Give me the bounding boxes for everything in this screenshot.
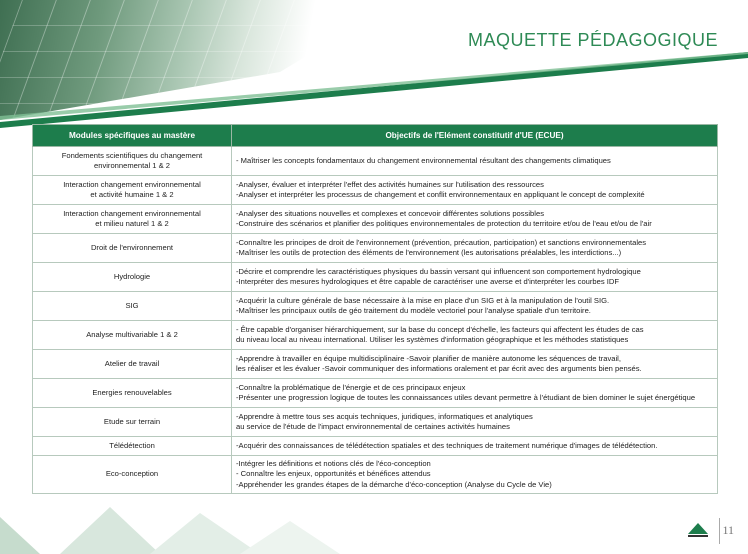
objective-cell bbox=[232, 379, 718, 408]
objective-line: -Maîtriser les principaux outils de géo traitement du modèle vectoriel pour l'analyse spatiale d'un territoire. bbox=[236, 306, 591, 315]
table-row bbox=[33, 350, 718, 379]
table-row bbox=[33, 205, 718, 234]
objective-cell bbox=[232, 176, 718, 205]
objective-cell bbox=[232, 147, 718, 176]
table-row bbox=[33, 176, 718, 205]
module-line: Etude sur terrain bbox=[103, 416, 161, 426]
objective-line: - Connaître les enjeux, opportunités et bénéfices attendus bbox=[236, 469, 431, 479]
table-row bbox=[33, 437, 718, 456]
objective-cell bbox=[232, 456, 718, 494]
objective-line: -Acquérir la culture générale de base nécessaire à la mise en place d'un SIG et à la manipulation de l'outil SIG. bbox=[236, 295, 610, 305]
module-line: et milieu naturel 1 & 2 bbox=[95, 219, 169, 228]
module-cell bbox=[33, 379, 232, 408]
module-line: Atelier de travail bbox=[104, 358, 160, 368]
objective-line: au service de l'étude de l'impact environnemental de certaines activités humaines bbox=[236, 422, 510, 431]
table-row bbox=[33, 456, 718, 494]
table-header-row bbox=[33, 125, 718, 147]
objective-line: -Acquérir des connaissances de télédétection spatiales et des techniques de traitement numérique d'images de télédétection. bbox=[236, 440, 658, 450]
table-row bbox=[33, 321, 718, 350]
module-cell bbox=[33, 234, 232, 263]
objective-line: - Maîtriser les concepts fondamentaux du changement environnemental résultant des changements climatiques bbox=[236, 155, 611, 165]
footer-decoration bbox=[0, 499, 400, 554]
module-cell bbox=[33, 408, 232, 437]
page-number: 11 bbox=[722, 523, 734, 537]
module-cell bbox=[33, 437, 232, 456]
objective-line: -Connaître les principes de droit de l'environnement (prévention, précaution, participation) et sanctions environnementales bbox=[236, 237, 647, 247]
module-cell bbox=[33, 205, 232, 234]
objective-cell bbox=[232, 205, 718, 234]
module-line: Energies renouvelables bbox=[92, 387, 172, 397]
module-line: Hydrologie bbox=[113, 271, 151, 281]
table-row bbox=[33, 147, 718, 176]
module-line: SIG bbox=[125, 300, 139, 310]
objective-line: -Apprendre à mettre tous ses acquis techniques, juridiques, informatiques et analytiques bbox=[236, 411, 533, 421]
header-green-swoosh bbox=[0, 52, 748, 128]
module-line: Droit de l'environnement bbox=[90, 242, 174, 252]
institution-logo bbox=[686, 520, 712, 540]
module-line: environnemental 1 & 2 bbox=[94, 161, 170, 170]
objective-line: -Construire des scénarios et planifier des politiques environnementales de protection du territoire et/ou de l'eau et/ou de l'air bbox=[236, 219, 652, 228]
module-cell bbox=[33, 321, 232, 350]
page-title: MAQUETTE PÉDAGOGIQUE bbox=[467, 30, 718, 50]
module-cell bbox=[33, 147, 232, 176]
objective-line: les réaliser et les évaluer -Savoir communiquer des informations oralement et par écrit avec des arguments bien pensés. bbox=[236, 364, 642, 373]
module-line: Interaction changement environnemental bbox=[63, 208, 201, 218]
table-row bbox=[33, 408, 718, 437]
module-line: et activité humaine 1 & 2 bbox=[90, 190, 174, 199]
table-row bbox=[33, 292, 718, 321]
module-line: Fondements scientifiques du changement bbox=[61, 150, 203, 160]
module-cell bbox=[33, 350, 232, 379]
module-line: Analyse multivariable 1 & 2 bbox=[86, 329, 178, 339]
module-line: Interaction changement environnemental bbox=[63, 179, 201, 189]
table-row bbox=[33, 263, 718, 292]
module-line: Télédétection bbox=[109, 440, 155, 450]
objective-line: -Connaître la problématique de l'énergie et de ces principaux enjeux bbox=[236, 382, 466, 392]
objective-line: -Interpréter des mesures hydrologiques et être capable de caractériser une averse et d'interpréter les courbes IDF bbox=[236, 277, 620, 286]
module-cell bbox=[33, 263, 232, 292]
table-row bbox=[33, 379, 718, 408]
objective-line: du niveau local au niveau international. Utiliser les systèmes d'information géographique et les méthodes statistiques bbox=[236, 335, 629, 344]
objective-line: -Analyser des situations nouvelles et complexes et concevoir différentes solutions possibles bbox=[236, 208, 544, 218]
objective-line: -Apprendre à travailler en équipe multidisciplinaire -Savoir planifier de manière autonome les séquences de travail, bbox=[236, 353, 621, 363]
header-modules: Modules spécifiques au mastère bbox=[33, 125, 232, 147]
objective-line: -Appréhender les grandes étapes de la démarche d'éco-conception (Analyse du Cycle de Vie) bbox=[236, 479, 552, 489]
objective-line: -Analyser, évaluer et interpréter l'effet des activités humaines sur l'utilisation des ressources bbox=[236, 179, 544, 189]
objective-line: -Maîtriser les outils de protection des éléments de l'environnement (les autorisations préalables, les interdictions...) bbox=[236, 248, 622, 257]
objective-line: -Décrire et comprendre les caractéristiques physiques du bassin versant qui influencent son comportement hydrologique bbox=[236, 266, 641, 276]
module-cell bbox=[33, 176, 232, 205]
module-cell bbox=[33, 456, 232, 494]
objective-cell bbox=[232, 350, 718, 379]
objective-line: - Être capable d'organiser hiérarchiquement, sur la base du concept d'échelle, les facteurs qui affectent les études de cas bbox=[236, 324, 644, 334]
table-row bbox=[33, 234, 718, 263]
table-body bbox=[33, 147, 718, 494]
objective-cell bbox=[232, 408, 718, 437]
objective-cell bbox=[232, 437, 718, 456]
module-cell bbox=[33, 292, 232, 321]
objective-cell bbox=[232, 263, 718, 292]
objective-cell bbox=[232, 292, 718, 321]
footer-divider bbox=[719, 518, 720, 544]
objective-cell bbox=[232, 321, 718, 350]
objective-line: -Présenter une progression logique de toutes les connaissances utiles devant permettre à l'étudiant de bien dominer le sujet énergétique bbox=[236, 393, 696, 402]
objective-cell bbox=[232, 234, 718, 263]
modules-table-container bbox=[32, 124, 718, 494]
module-line: Eco-conception bbox=[105, 469, 159, 479]
objective-line: -Analyser et interpréter les processus de changement et conflit environnementaux en appliquant le concept de complexité bbox=[236, 190, 645, 199]
header-objectives: Objectifs de l'Elément constitutif d'UE (ECUE) bbox=[232, 125, 718, 147]
objective-line: -Intégrer les définitions et notions clés de l'éco-conception bbox=[236, 458, 431, 468]
modules-table bbox=[32, 124, 718, 494]
